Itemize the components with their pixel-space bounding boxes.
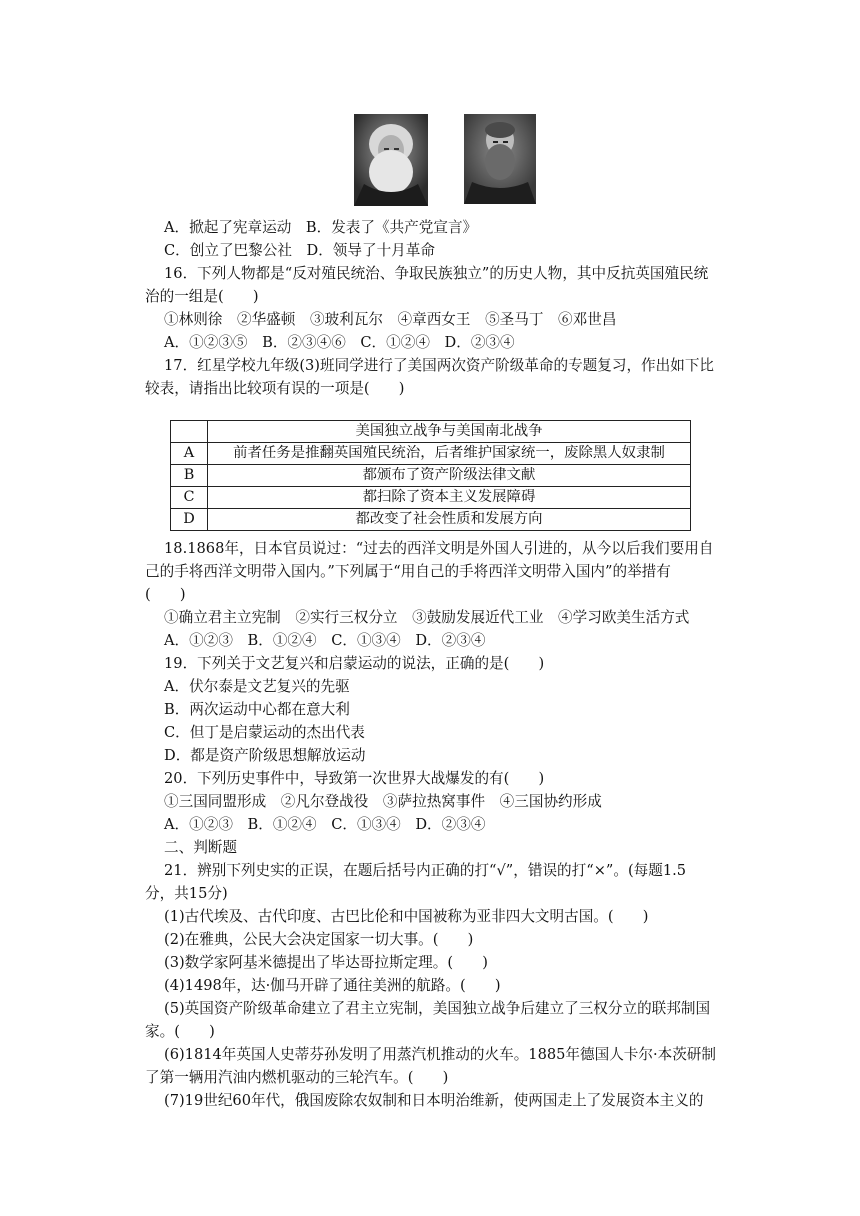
q17-stem-line1: 17．红星学校九年级(3)班同学进行了美国两次资产阶级革命的专题复习，作出如下比 [164, 357, 715, 374]
q16-stem-line1: 16．下列人物都是“反对殖民统治、争取民族独立”的历史人物，其中反抗英国殖民统 [164, 265, 709, 282]
q18-items: ①确立君主立宪制 ②实行三权分立 ③鼓励发展近代工业 ④学习欧美生活方式 [164, 609, 690, 626]
table-row [171, 487, 691, 509]
table-row [171, 509, 691, 531]
q19-option-a: A．伏尔泰是文艺复兴的先驱 [164, 678, 350, 695]
portrait-photo-left [354, 114, 428, 206]
table-header: 美国独立战争与美国南北战争 [208, 421, 691, 443]
table-cell-text: 都改变了社会性质和发展方向 [208, 509, 691, 531]
table-row [171, 421, 691, 443]
q19-option-b: B．两次运动中心都在意大利 [164, 701, 350, 718]
q16-stem-line2: 治的一组是( ) [145, 288, 259, 305]
q21-statement-4: (4)1498年，达·伽马开辟了通往美洲的航路。( ) [164, 977, 501, 994]
table-cell-key: D [171, 509, 208, 531]
q21-statement-2: (2)在雅典，公民大会决定国家一切大事。( ) [164, 931, 474, 948]
portrait-photos [354, 114, 544, 208]
q16-options: A．①②③⑤ B．②③④⑥ C．①②④ D．②③④ [164, 334, 515, 351]
q15-options-line1: A．掀起了宪章运动 B．发表了《共产党宣言》 [164, 219, 478, 236]
q19-option-c: C．但丁是启蒙运动的杰出代表 [164, 724, 365, 741]
q21-statement-1: (1)古代埃及、古代印度、古巴比伦和中国被称为亚非四大文明古国。( ) [164, 908, 649, 925]
section-title: 二、判断题 [164, 839, 237, 856]
q21-stem-line2: 分，共15分) [145, 885, 228, 902]
table-cell-key: B [171, 465, 208, 487]
table-cell-key: C [171, 487, 208, 509]
q18-options: A．①②③ B．①②④ C．①③④ D．②③④ [164, 632, 486, 649]
q19-stem: 19．下列关于文艺复兴和启蒙运动的说法，正确的是( ) [164, 655, 545, 672]
q21-statement-3: (3)数学家阿基米德提出了毕达哥拉斯定理。( ) [164, 954, 488, 971]
q21-statement-5-line2: 家。( ) [145, 1023, 215, 1040]
portrait-photo-right [464, 114, 536, 204]
table-row [171, 465, 691, 487]
q20-items: ①三国同盟形成 ②凡尔登战役 ③萨拉热窝事件 ④三国协约形成 [164, 793, 602, 810]
q15-options-line2: C．创立了巴黎公社 D．领导了十月革命 [164, 242, 435, 259]
q17-stem-line2: 较表，请指出比较项有误的一项是( ) [145, 380, 405, 397]
table-cell-key: A [171, 443, 208, 465]
q19-option-d: D．都是资产阶级思想解放运动 [164, 747, 366, 764]
q21-stem-line1: 21．辨别下列史实的正误，在题后括号内正确的打“√”，错误的打“×”。(每题1.5 [164, 862, 687, 879]
q18-stem-line2: 己的手将西洋文明带入国内。”下列属于“用自己的手将西洋文明带入国内”的举措有 [145, 563, 671, 580]
q21-statement-5-line1: (5)英国资产阶级革命建立了君主立宪制，美国独立战争后建立了三权分立的联邦制国 [164, 1000, 711, 1017]
table-cell-text: 都颁布了资产阶级法律文献 [208, 465, 691, 487]
q21-statement-6-line2: 了第一辆用汽油内燃机驱动的三轮汽车。( ) [145, 1069, 449, 1086]
q20-stem: 20．下列历史事件中，导致第一次世界大战爆发的有( ) [164, 770, 545, 787]
q18-stem-line3: ( ) [145, 586, 186, 603]
table-row [171, 443, 691, 465]
table-cell-text: 都扫除了资本主义发展障碍 [208, 487, 691, 509]
comparison-table [170, 420, 691, 531]
q18-stem-line1: 18.1868年，日本官员说过：“过去的西洋文明是外国人引进的，从今以后我们要用自 [164, 540, 714, 557]
table-cell-key [171, 421, 208, 443]
q21-statement-6-line1: (6)1814年英国人史蒂芬孙发明了用蒸汽机推动的火车。1885年德国人卡尔·本茨研制 [164, 1046, 716, 1063]
q21-statement-7-line1: (7)19世纪60年代，俄国废除农奴制和日本明治维新，使两国走上了发展资本主义的 [164, 1092, 704, 1109]
table-cell-text: 前者任务是推翻英国殖民统治，后者维护国家统一，废除黑人奴隶制 [208, 443, 691, 465]
q20-options: A．①②③ B．①②④ C．①③④ D．②③④ [164, 816, 486, 833]
q16-items: ①林则徐 ②华盛顿 ③玻利瓦尔 ④章西女王 ⑤圣马丁 ⑥邓世昌 [164, 311, 617, 328]
